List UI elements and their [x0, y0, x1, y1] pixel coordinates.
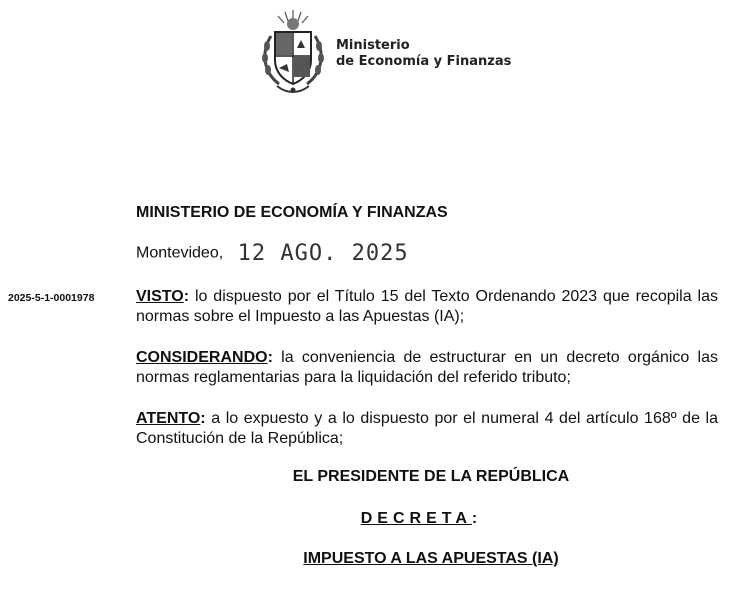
visto-label: VISTO	[136, 288, 184, 305]
date-line	[136, 241, 409, 266]
date-stamp: 12 AGO. 2025	[237, 241, 409, 266]
decreta-word: DECRETA	[360, 510, 472, 527]
document-heading: MINISTERIO DE ECONOMÍA Y FINANZAS	[136, 204, 448, 221]
decreta-heading: DECRETA:	[360, 510, 478, 527]
ministry-name	[336, 38, 511, 70]
considerando-text: la conveniencia de estructurar en un decreto orgánico las normas reglamentarias para la liquidación del referido tributo;	[136, 349, 718, 386]
tax-title-text: IMPUESTO A LAS APUESTAS (IA)	[303, 550, 559, 567]
atento-text: a lo expuesto y a lo dispuesto por el numeral 4 del artículo 168º de la Constitución de la República;	[136, 410, 719, 447]
considerando-label: CONSIDERANDO	[136, 349, 268, 366]
atento-label: ATENTO	[136, 410, 201, 427]
file-number: 2025-5-1-0001978	[8, 292, 95, 304]
ministry-name-line2: de Economía y Finanzas	[336, 54, 512, 69]
tax-title	[140, 550, 722, 568]
visto-paragraph: VISTO: lo dispuesto por el Título 15 del Texto Ordenando 2023 que recopila las normas sobre el Impuesto a las Apuestas (IA);	[136, 288, 718, 325]
atento-paragraph: ATENTO: a lo expuesto y a lo dispuesto por el numeral 4 del artículo 168º de la Constitución de la República;	[136, 410, 719, 447]
visto-text: lo dispuesto por el Título 15 del Texto Ordenando 2023 que recopila las normas sobre el Impuesto a las Apuestas (IA);	[136, 288, 718, 325]
ministry-name-line1: Ministerio	[336, 38, 410, 53]
president-heading: EL PRESIDENTE DE LA REPÚBLICA	[292, 468, 570, 485]
considerando-paragraph: CONSIDERANDO: la conveniencia de estructurar en un decreto orgánico las normas reglamentarias para la liquidación del referido tributo;	[136, 349, 718, 386]
uruguay-coat-of-arms-icon	[257, 8, 329, 96]
place-label: Montevideo,	[136, 244, 224, 262]
